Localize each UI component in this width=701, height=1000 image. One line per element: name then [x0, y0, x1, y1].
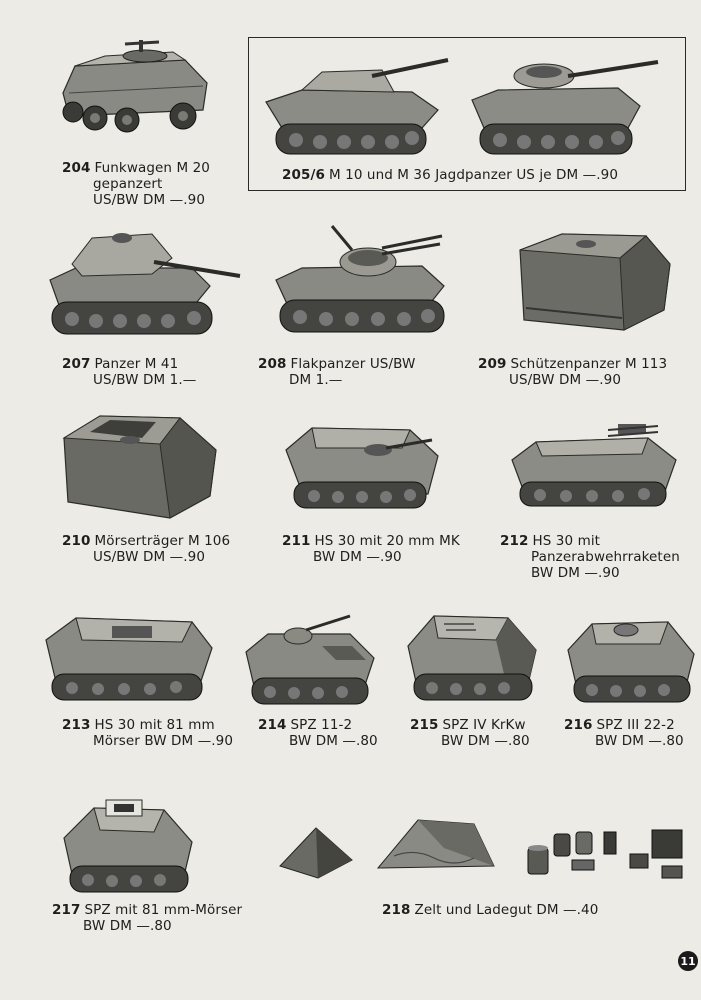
- model-209-m113-apc: [516, 230, 674, 338]
- item-title: M 10 und M 36 Jagdpanzer US je DM —.90: [329, 167, 619, 183]
- item-number: 218: [382, 902, 411, 918]
- item-price: BW DM —.80: [289, 733, 378, 749]
- item-number: 211: [282, 533, 311, 549]
- item-title: SPZ IV KrKw: [442, 717, 526, 733]
- model-211-hs30-20mm: [282, 420, 442, 512]
- item-number: 207: [62, 356, 91, 372]
- item-subtitle: Panzerabwehrraketen: [531, 549, 680, 565]
- item-title: HS 30 mit 20 mm MK: [314, 533, 460, 549]
- model-210-m106-mortar-carrier: [60, 410, 220, 522]
- item-title: Funkwagen M 20: [94, 160, 210, 176]
- item-number: 213: [62, 717, 91, 733]
- model-216-spz-iii-22-2: [564, 614, 698, 706]
- model-208-flak-tank: [272, 222, 462, 340]
- item-211-caption: [282, 533, 460, 565]
- item-price: US/BW DM —.90: [93, 549, 206, 565]
- model-207-m41-tank: [42, 224, 242, 342]
- item-205-206-caption: [282, 167, 618, 183]
- item-number: 205/6: [282, 167, 326, 183]
- item-price: DM 1.—: [289, 372, 343, 388]
- model-213-hs30-mortar: [42, 612, 214, 704]
- model-218-tent-small: [278, 826, 354, 880]
- item-price: US/BW DM —.90: [509, 372, 622, 388]
- item-title: SPZ 11-2: [290, 717, 353, 733]
- item-number: 212: [500, 533, 529, 549]
- item-number: 217: [52, 902, 81, 918]
- item-title: Mörserträger M 106: [94, 533, 231, 549]
- item-216-caption: [564, 717, 684, 749]
- item-number: 209: [478, 356, 507, 372]
- item-210-caption: [62, 533, 230, 565]
- model-204-armored-car: [55, 38, 215, 138]
- item-number: 216: [564, 717, 593, 733]
- model-206-m36-tank-destroyer: [468, 54, 668, 159]
- item-218-caption: [382, 902, 598, 918]
- item-title: Zelt und Ladegut DM —.40: [414, 902, 599, 918]
- item-price: BW DM —.90: [313, 549, 402, 565]
- item-price: BW DM —.80: [83, 918, 172, 934]
- item-215-caption: [410, 717, 530, 749]
- item-213-caption: [62, 717, 233, 749]
- model-218-cargo: [526, 826, 688, 884]
- model-218-tent-large: [374, 818, 496, 872]
- item-price: BW DM —.90: [531, 565, 620, 581]
- model-214-spz-11-2: [242, 612, 378, 708]
- item-title: HS 30 mit: [532, 533, 601, 549]
- item-209-caption: [478, 356, 667, 388]
- item-208-caption: [258, 356, 415, 388]
- item-title: Schützenpanzer M 113: [510, 356, 668, 372]
- item-number: 204: [62, 160, 91, 176]
- item-title: HS 30 mit 81 mm: [94, 717, 215, 733]
- item-title: SPZ III 22-2: [596, 717, 675, 733]
- page-number-badge: 11: [678, 951, 698, 971]
- model-212-hs30-missiles: [508, 420, 680, 510]
- item-price: Mörser BW DM —.90: [93, 733, 234, 749]
- item-price: BW DM —.80: [441, 733, 530, 749]
- item-title: SPZ mit 81 mm-Mörser: [84, 902, 243, 918]
- item-number: 214: [258, 717, 287, 733]
- model-217-spz-mortar: [60, 796, 196, 896]
- item-price: BW DM —.80: [595, 733, 684, 749]
- item-subtitle: gepanzert: [93, 176, 163, 192]
- item-number: 215: [410, 717, 439, 733]
- item-price: US/BW DM 1.—: [93, 372, 197, 388]
- item-212-caption: [500, 533, 680, 581]
- item-title: Panzer M 41: [94, 356, 179, 372]
- item-204-caption: [62, 160, 210, 208]
- item-217-caption: [52, 902, 242, 934]
- item-number: 208: [258, 356, 287, 372]
- model-215-spz-iv-ambulance: [404, 610, 540, 706]
- item-214-caption: [258, 717, 378, 749]
- model-205-m10-tank-destroyer: [262, 52, 452, 162]
- item-207-caption: [62, 356, 196, 388]
- item-price: US/BW DM —.90: [93, 192, 206, 208]
- item-title: Flakpanzer US/BW: [290, 356, 416, 372]
- item-number: 210: [62, 533, 91, 549]
